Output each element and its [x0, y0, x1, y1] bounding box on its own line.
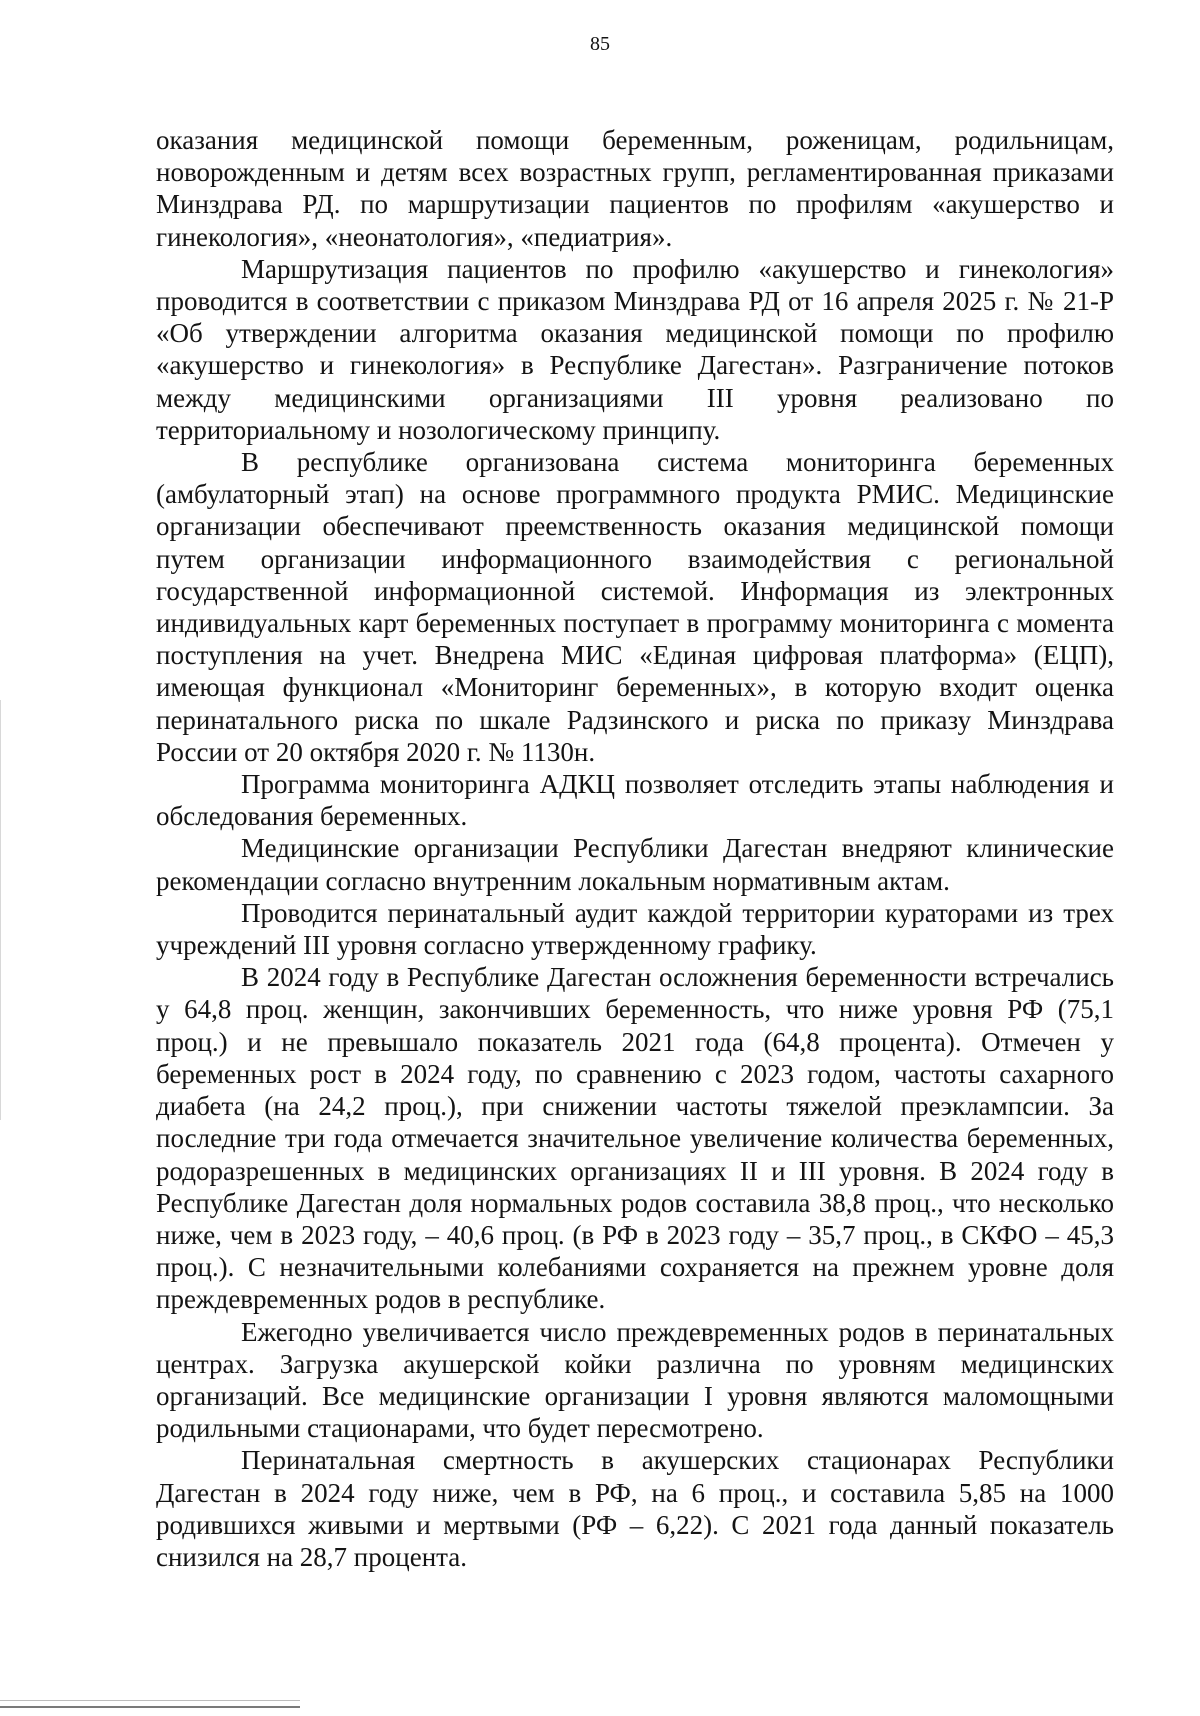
scan-artifact-line: [0, 700, 1, 1120]
scan-artifact-line: [0, 1700, 300, 1701]
paragraph-clinical-recommendations: Медицинские организации Республики Дагестан внедряют клинические рекомендации согласно внутренним локальным нормативным актам.: [156, 833, 1114, 896]
paragraph-routing: Маршрутизация пациентов по профилю «акушерство и гинекология» проводится в соответствии с приказом Минздрава РД от 16 апреля 2025 г. № 21-Р «Об утверждении алгоритма оказания медицинской помощи по профилю «акушерство и гинекология» в Республике Дагестан». Разграничение потоков между медицинскими организациями III уровня реализовано по территориальному и нозологическому принципу.: [156, 253, 1114, 445]
page-number: 85: [590, 33, 610, 55]
scan-artifact-line: [0, 1706, 300, 1708]
document-body: [156, 124, 1114, 1573]
paragraph-perinatal-audit: Проводится перинатальный аудит каждой территории кураторами из трех учреждений III уровня согласно утвержденному графику.: [156, 897, 1114, 961]
paragraph-pregnancy-complications: В 2024 году в Республике Дагестан осложнения беременности встречались у 64,8 проц. женщин, закончивших беременность, что ниже уровня РФ (75,1 проц.) и не превышало показатель 2021 года (64,8 процента). Отмечен у беременных рост в 2024 году, по сравнению с 2023 годом, частоты сахарного диабета (на 24,2 проц.), при снижении частоты тяжелой преэклампсии. За последние три года отмечается значительное увеличение количества беременных, родоразрешенных в медицинских организациях II и III уровня. В 2024 году в Республике Дагестан доля нормальных родов составила 38,8 проц., что несколько ниже, чем в 2023 году, – 40,6 проц. (в РФ в 2023 году – 35,7 проц., в СКФО – 45,3 проц.). С незначительными колебаниями сохраняется на прежнем уровне доля преждевременных родов в республике.: [156, 962, 1114, 1315]
paragraph-monitoring-system: В республике организована система мониторинга беременных (амбулаторный этап) на основе программного продукта РМИС. Медицинские организации обеспечивают преемственность оказания медицинской помощи путем организации информационного взаимодействия с региональной государственной информационной системой. Информация из электронных индивидуальных карт беременных поступает в программу мониторинга с момента поступления на учет. Внедрена МИС «Единая цифровая платформа» (ЕЦП), имеющая функционал «Мониторинг беременных», в которую входит оценка перинатального риска по шкале Радзинского и риска по приказу Минздрава России от 20 октября 2020 г. № 1130н.: [156, 447, 1114, 767]
paragraph-continuation: оказания медицинской помощи беременным, роженицам, родильницам, новорожденным и детям всех возрастных групп, регламентированная приказами Минздрава РД. по маршрутизации пациентов по профилям «акушерство и гинекология», «неонатология», «педиатрия».: [156, 125, 1114, 252]
paragraph-adkc-program: Программа мониторинга АДКЦ позволяет отследить этапы наблюдения и обследования беременных.: [156, 769, 1114, 832]
paragraph-premature-births: Ежегодно увеличивается число преждевременных родов в перинатальных центрах. Загрузка акушерской койки различна по уровням медицинских организаций. Все медицинские организации I уровня являются маломощными родильными стационарами, что будет пересмотрено.: [156, 1316, 1114, 1444]
paragraph-perinatal-mortality: Перинатальная смертность в акушерских стационарах Республики Дагестан в 2024 году ниже, чем в РФ, на 6 проц., и составила 5,85 на 1000 родившихся живыми и мертвыми (РФ – 6,22). С 2021 года данный показатель снизился на 28,7 процента.: [156, 1445, 1114, 1572]
